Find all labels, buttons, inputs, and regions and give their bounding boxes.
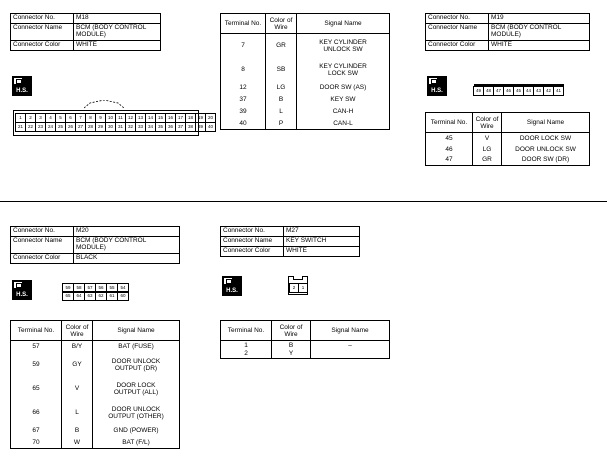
terminal-cell: 1: [221, 341, 272, 350]
wire-color-cell: LG: [473, 144, 502, 155]
pin-cell: 62: [95, 291, 107, 301]
wire-color-cell: L: [266, 106, 297, 118]
table-row: [11, 377, 180, 401]
table-row: [221, 350, 390, 359]
signal-cell: [311, 350, 390, 359]
pin-cell: 55: [106, 283, 118, 293]
pin-cell: 40: [205, 122, 216, 132]
table-row: [221, 58, 390, 82]
pin-cell: 26: [65, 122, 76, 132]
pin-cell: 4: [45, 113, 56, 123]
m18-info-table: [10, 13, 161, 51]
pin-cell: 46: [503, 86, 514, 96]
pin-cell: 65: [62, 291, 74, 301]
terminal-no-header: Terminal No.: [221, 321, 272, 341]
m27-connector-face: [288, 276, 308, 295]
pin-cell: 34: [145, 122, 156, 132]
signal-cell: BAT (FUSE): [93, 341, 180, 353]
pin-cell: 6: [65, 113, 76, 123]
hs-icon: H.S.: [222, 276, 242, 296]
section-divider: [0, 201, 607, 202]
table-row: [221, 106, 390, 118]
pin-cell: 35: [155, 122, 166, 132]
signal-name-header: Signal Name: [93, 321, 180, 341]
wire-color-cell: P: [266, 118, 297, 130]
pin-cell: 21: [15, 122, 26, 132]
wire-color-cell: V: [62, 377, 93, 401]
wire-color-cell: SB: [266, 58, 297, 82]
pin-cell: 10: [105, 113, 116, 123]
signal-cell: GND (POWER): [93, 425, 180, 437]
terminal-cell: 46: [426, 144, 473, 155]
pin-cell: 22: [25, 122, 36, 132]
terminal-cell: 67: [11, 425, 62, 437]
connector-name-value: BCM (BODY CONTROL MODULE): [489, 24, 590, 41]
wire-color-cell: V: [473, 133, 502, 144]
wire-color-cell: W: [62, 437, 93, 449]
terminal-cell: 70: [11, 437, 62, 449]
pin-cell: 30: [105, 122, 116, 132]
signal-cell: DOOR LOCK SW: [502, 133, 590, 144]
table-row: [221, 94, 390, 106]
pin-cell: 27: [75, 122, 86, 132]
pin-cell: 37: [175, 122, 186, 132]
table-row: [221, 34, 390, 58]
signal-cell: DOOR UNLOCK SW: [502, 144, 590, 155]
connector-no-value: M27: [284, 227, 360, 237]
pin-cell: 61: [106, 291, 118, 301]
terminal-no-header: Terminal No.: [11, 321, 62, 341]
pin-cell: 24: [45, 122, 56, 132]
pin-cell: 47: [493, 86, 504, 96]
pin-cell: 3: [35, 113, 46, 123]
hs-icon: H.S.: [12, 76, 32, 96]
signal-name-header: Signal Name: [297, 14, 390, 34]
signal-name-header: Signal Name: [502, 113, 590, 133]
connector-no-value: M18: [74, 14, 161, 24]
pin-cell: 58: [73, 283, 85, 293]
terminal-no-header: Terminal No.: [221, 14, 266, 34]
pin-cell: 44: [523, 86, 534, 96]
wire-color-header: Color of Wire: [266, 14, 297, 34]
signal-cell: DOOR SW (AS): [297, 82, 390, 94]
wire-color-cell: B: [266, 94, 297, 106]
terminal-cell: 65: [11, 377, 62, 401]
signal-cell: BAT (F/L): [93, 437, 180, 449]
connector-name-label: Connector Name: [11, 24, 74, 41]
pin-cell: 17: [175, 113, 186, 123]
pin-cell: 56: [95, 283, 107, 293]
signal-cell: KEY CYLINDER LOCK SW: [297, 58, 390, 82]
pin-cell: 20: [205, 113, 216, 123]
connector-no-label: Connector No.: [11, 227, 74, 237]
connector-color-value: BLACK: [74, 254, 180, 264]
wire-color-cell: GR: [473, 155, 502, 166]
wire-color-header: Color of Wire: [272, 321, 311, 341]
wire-color-cell: LG: [266, 82, 297, 94]
signal-cell: CAN-H: [297, 106, 390, 118]
connector-no-label: Connector No.: [426, 14, 489, 24]
pin-cell: 59: [62, 283, 74, 293]
pin-cell: 43: [533, 86, 544, 96]
pin-cell: 23: [35, 122, 46, 132]
pin-cell: 54: [117, 283, 129, 293]
m18-signal-table: [220, 13, 390, 130]
terminal-no-header: Terminal No.: [426, 113, 473, 133]
pin-cell: 2: [25, 113, 36, 123]
table-row: [221, 118, 390, 130]
terminal-cell: 7: [221, 34, 266, 58]
connector-no-label: Connector No.: [11, 14, 74, 24]
signal-cell: KEY SW: [297, 94, 390, 106]
hs-icon: H.S.: [427, 76, 447, 96]
m27-info-table: [220, 226, 360, 257]
pin-cell: 64: [73, 291, 85, 301]
pin-cell: 8: [85, 113, 96, 123]
m18-pin-row-bottom: [16, 122, 216, 132]
signal-cell: DOOR LOCK OUTPUT (ALL): [93, 377, 180, 401]
pin-cell: 33: [135, 122, 146, 132]
wire-color-cell: B: [62, 425, 93, 437]
pin-cell: 14: [145, 113, 156, 123]
signal-cell: DOOR UNLOCK OUTPUT (DR): [93, 353, 180, 377]
table-row: [221, 341, 390, 350]
pin-cell: 2: [289, 283, 299, 293]
connector-no-value: M20: [74, 227, 180, 237]
pin-cell: 15: [155, 113, 166, 123]
terminal-cell: 39: [221, 106, 266, 118]
wire-color-header: Color of Wire: [473, 113, 502, 133]
m19-signal-table: [425, 112, 590, 166]
terminal-cell: 45: [426, 133, 473, 144]
table-row: [426, 155, 590, 166]
pin-cell: 42: [543, 86, 554, 96]
connector-no-value: M19: [489, 14, 590, 24]
table-row: [11, 425, 180, 437]
terminal-cell: 57: [11, 341, 62, 353]
connector-color-value: WHITE: [74, 41, 161, 51]
signal-cell: –: [311, 341, 390, 350]
pin-cell: 5: [55, 113, 66, 123]
pin-cell: 31: [115, 122, 126, 132]
connector-name-value: BCM (BODY CONTROL MODULE): [74, 24, 161, 41]
connector-color-label: Connector Color: [11, 41, 74, 51]
table-row: [11, 437, 180, 449]
terminal-cell: 40: [221, 118, 266, 130]
signal-cell: CAN-L: [297, 118, 390, 130]
pin-cell: 41: [553, 86, 564, 96]
terminal-cell: 59: [11, 353, 62, 377]
wire-color-cell: GY: [62, 353, 93, 377]
connector-color-label: Connector Color: [11, 254, 74, 264]
wire-color-header: Color of Wire: [62, 321, 93, 341]
connector-color-value: WHITE: [489, 41, 590, 51]
hs-icon: H.S.: [12, 280, 32, 300]
wire-color-cell: L: [62, 401, 93, 425]
terminal-cell: 37: [221, 94, 266, 106]
m20-info-table: [10, 226, 180, 264]
signal-cell: DOOR UNLOCK OUTPUT (OTHER): [93, 401, 180, 425]
pin-cell: 11: [115, 113, 126, 123]
terminal-cell: 8: [221, 58, 266, 82]
connector-name-label: Connector Name: [11, 237, 74, 254]
table-row: [426, 133, 590, 144]
pin-cell: 60: [117, 291, 129, 301]
pin-cell: 25: [55, 122, 66, 132]
terminal-cell: 12: [221, 82, 266, 94]
m27-signal-table: [220, 320, 390, 359]
table-row: [426, 144, 590, 155]
table-row: [11, 341, 180, 353]
connector-name-label: Connector Name: [221, 237, 284, 247]
connector-name-value: KEY SWITCH: [284, 237, 360, 247]
pin-cell: 38: [185, 122, 196, 132]
connector-latch-icon: [84, 100, 124, 109]
connector-color-value: WHITE: [284, 247, 360, 257]
connector-name-label: Connector Name: [426, 24, 489, 41]
pin-cell: 57: [84, 283, 96, 293]
pin-cell: 13: [135, 113, 146, 123]
connector-name-value: BCM (BODY CONTROL MODULE): [74, 237, 180, 254]
pin-cell: 28: [85, 122, 96, 132]
pin-cell: 19: [195, 113, 206, 123]
pin-cell: 63: [84, 291, 96, 301]
wire-color-cell: Y: [272, 350, 311, 359]
table-row: [11, 401, 180, 425]
m20-pin-row-bottom: [63, 291, 129, 301]
terminal-cell: 47: [426, 155, 473, 166]
pin-cell: 16: [165, 113, 176, 123]
pin-cell: 49: [473, 86, 484, 96]
pin-cell: 9: [95, 113, 106, 123]
pin-cell: 39: [195, 122, 206, 132]
terminal-cell: 2: [221, 350, 272, 359]
pin-cell: 1: [15, 113, 26, 123]
wire-color-cell: B: [272, 341, 311, 350]
pin-cell: 1: [298, 283, 308, 293]
pin-cell: 12: [125, 113, 136, 123]
m19-pin-row: [474, 84, 564, 96]
pin-cell: 45: [513, 86, 524, 96]
terminal-cell: 66: [11, 401, 62, 425]
wire-color-cell: GR: [266, 34, 297, 58]
wire-color-cell: B/Y: [62, 341, 93, 353]
pin-cell: 48: [483, 86, 494, 96]
pin-cell: 32: [125, 122, 136, 132]
pin-cell: 29: [95, 122, 106, 132]
pin-cell: 18: [185, 113, 196, 123]
table-row: [11, 353, 180, 377]
table-row: [221, 82, 390, 94]
signal-cell: KEY CYLINDER UNLOCK SW: [297, 34, 390, 58]
connector-color-label: Connector Color: [221, 247, 284, 257]
connector-no-label: Connector No.: [221, 227, 284, 237]
signal-name-header: Signal Name: [311, 321, 390, 341]
m20-signal-table: [10, 320, 180, 449]
pin-cell: 7: [75, 113, 86, 123]
signal-cell: DOOR SW (DR): [502, 155, 590, 166]
connector-color-label: Connector Color: [426, 41, 489, 51]
pin-cell: 36: [165, 122, 176, 132]
m19-info-table: [425, 13, 590, 51]
